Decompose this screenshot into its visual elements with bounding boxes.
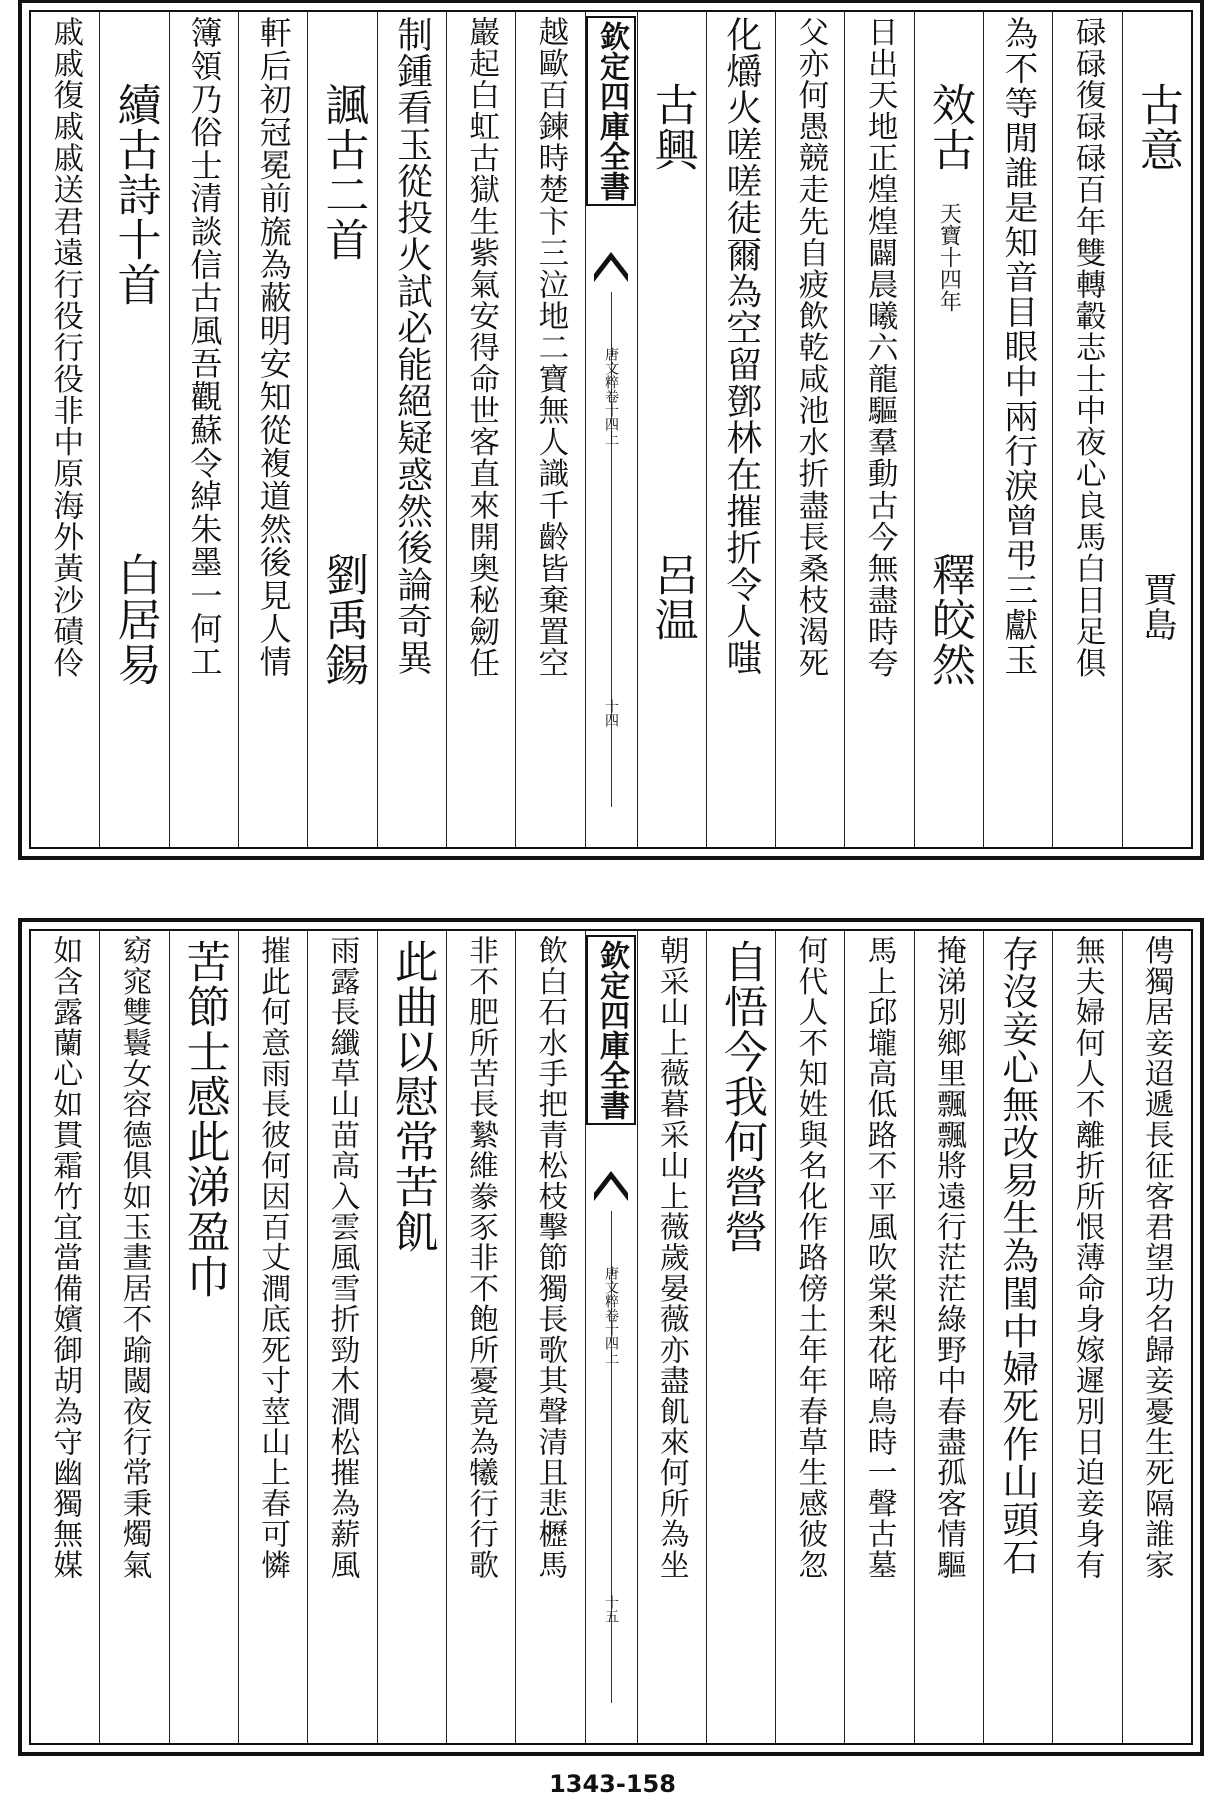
poem-date: 天寶十四年 bbox=[936, 202, 962, 312]
text-column bbox=[377, 12, 446, 847]
poem-title: 諷古二首 bbox=[317, 82, 369, 262]
text-column bbox=[1122, 12, 1191, 847]
column-text: 父亦何愚競走先自疲飲乾咸池水折盡長桑枝渴死 bbox=[792, 16, 828, 679]
gutter-subtitle bbox=[603, 1266, 619, 1364]
column-text: 化爝火嗟嗟徒爾為空留鄧林在摧折令人嗤 bbox=[720, 16, 762, 676]
text-column bbox=[637, 12, 706, 847]
bottom-page bbox=[18, 918, 1204, 1756]
gutter-page-number: 十五 bbox=[603, 1595, 619, 1623]
text-column bbox=[238, 12, 307, 847]
column-text: 何代人不知姓與名化作路傍土年年春草生感彼忽 bbox=[793, 935, 829, 1580]
column-text: 越歐百鍊時楚卞三泣地二寶無人識千齡皆棄置空 bbox=[532, 16, 568, 679]
column-text: 馬上邱壠高低路不平風吹棠梨花啼鳥時一聲古墓 bbox=[862, 935, 898, 1580]
column-text: 摧此何意雨長彼何因百丈澗底死寸莖山上春可憐 bbox=[256, 935, 292, 1580]
column-text: 碌碌復碌碌百年雙轉轂志士中夜心良馬白日足俱 bbox=[1070, 16, 1106, 679]
text-column bbox=[99, 12, 168, 847]
column-text: 自悟今我何營營 bbox=[715, 939, 767, 1254]
text-column bbox=[844, 12, 913, 847]
text-column bbox=[31, 931, 99, 1743]
text-column bbox=[706, 931, 775, 1743]
column-text: 非不肥所苦長縶維豢豕非不飽所憂竟為犧行行歌 bbox=[464, 935, 500, 1580]
column-text: 存沒妾心無改易生為閨中婦死作山頭石 bbox=[996, 935, 1040, 1576]
text-column bbox=[1122, 931, 1191, 1743]
text-column bbox=[446, 931, 515, 1743]
text-column bbox=[914, 931, 983, 1743]
poem-author: 賈島 bbox=[1136, 572, 1177, 642]
text-column bbox=[1052, 931, 1121, 1743]
center-gutter bbox=[585, 12, 637, 847]
column-text: 飲白石水手把青松枝擊節獨長歌其聲清且悲櫪馬 bbox=[533, 935, 569, 1580]
column-text: 朝采山上薇暮采山上薇歲晏薇亦盡飢來何所為坐 bbox=[654, 935, 690, 1580]
top-columns bbox=[31, 12, 1191, 847]
column-text: 雨露長纖草山苗高入雲風雪折勁木澗松摧為薪風 bbox=[325, 935, 361, 1580]
column-text: 為不等閒誰是知音目眼中兩行淚曾弔三獻玉 bbox=[998, 16, 1038, 677]
column-text: 制鍾看玉從投火試必能絕疑惑然後論奇異 bbox=[391, 16, 433, 676]
gutter-title: 欽定四庫全書 bbox=[586, 935, 636, 1125]
gutter-book-title: 唐文粹 bbox=[603, 347, 619, 389]
text-column bbox=[446, 12, 515, 847]
text-column bbox=[775, 931, 844, 1743]
column-text: 巖起白虹古獄生紫氣安得命世客直來開奥秘劒任 bbox=[463, 16, 499, 679]
text-column bbox=[169, 931, 238, 1743]
poem-author: 釋皎然 bbox=[923, 552, 975, 687]
text-column bbox=[515, 12, 584, 847]
page-footer-id: 1343-158 bbox=[549, 1770, 676, 1798]
fishtail-mark-icon bbox=[594, 1171, 628, 1201]
bottom-page-frame bbox=[29, 929, 1193, 1745]
text-column bbox=[377, 931, 446, 1743]
text-column bbox=[983, 931, 1052, 1743]
gutter-subtitle bbox=[603, 347, 619, 445]
poem-author: 白居易 bbox=[109, 552, 161, 687]
gutter-page-number: 十四 bbox=[603, 699, 619, 727]
text-column bbox=[307, 931, 376, 1743]
fishtail-mark-icon bbox=[594, 252, 628, 282]
text-column bbox=[307, 12, 376, 847]
text-column bbox=[983, 12, 1052, 847]
bottom-columns bbox=[31, 931, 1191, 1743]
text-column bbox=[31, 12, 99, 847]
column-text: 掩涕別鄉里飄飄將遠行茫茫綠野中春盡孤客情驅 bbox=[931, 935, 967, 1580]
poem-title: 古興 bbox=[646, 82, 698, 172]
text-column bbox=[238, 931, 307, 1743]
text-column bbox=[169, 12, 238, 847]
text-column bbox=[706, 12, 775, 847]
column-text: 如含露蘭心如貫霜竹宜當備嬪御胡為守幽獨無媒 bbox=[48, 935, 84, 1580]
text-column bbox=[515, 931, 584, 1743]
column-text: 日出天地正煌煌闢晨曦六龍驅羣動古今無盡時夸 bbox=[862, 16, 898, 679]
gutter-book-title: 唐文粹 bbox=[603, 1266, 619, 1308]
poem-title: 效古 bbox=[923, 82, 975, 172]
poem-author: 呂温 bbox=[646, 552, 698, 642]
top-page bbox=[18, 0, 1204, 860]
column-text: 簿領乃俗士清談信古風吾觀蘇令綽朱墨一何工 bbox=[185, 16, 224, 678]
text-column bbox=[844, 931, 913, 1743]
column-text: 軒后初冠冕前旒為蔽明安知從複道然後見人情 bbox=[254, 16, 293, 678]
column-text: 此曲以慰常苦飢 bbox=[386, 939, 438, 1254]
center-gutter bbox=[585, 931, 637, 1743]
gutter-title: 欽定四庫全書 bbox=[586, 16, 636, 206]
gutter-volume: 卷十四上 bbox=[603, 389, 619, 445]
column-text: 窈窕雙鬟女容德俱如玉晝居不踰閾夜行常秉燭氣 bbox=[117, 935, 153, 1580]
text-column bbox=[1052, 12, 1121, 847]
text-column bbox=[637, 931, 706, 1743]
text-column bbox=[914, 12, 983, 847]
column-text: 俜獨居妾迢遞長征客君望功名歸妾憂生死隔誰家 bbox=[1139, 935, 1175, 1580]
column-text: 古意 bbox=[1131, 82, 1183, 172]
poem-author: 劉禹錫 bbox=[317, 552, 369, 687]
text-column bbox=[99, 931, 168, 1743]
column-text: 無夫婦何人不離折所恨薄命身嫁遲別日迫妾身有 bbox=[1070, 935, 1106, 1580]
poem-title: 續古詩十首 bbox=[109, 82, 161, 307]
author-wrap bbox=[1123, 12, 1191, 847]
column-text: 戚戚復戚戚送君遠行役行役非中原海外黃沙磧伶 bbox=[47, 16, 83, 679]
top-page-frame bbox=[29, 10, 1193, 849]
text-column bbox=[775, 12, 844, 847]
gutter-volume: 卷十四上 bbox=[603, 1308, 619, 1364]
column-text: 苦節士感此涕盈巾 bbox=[178, 939, 230, 1299]
